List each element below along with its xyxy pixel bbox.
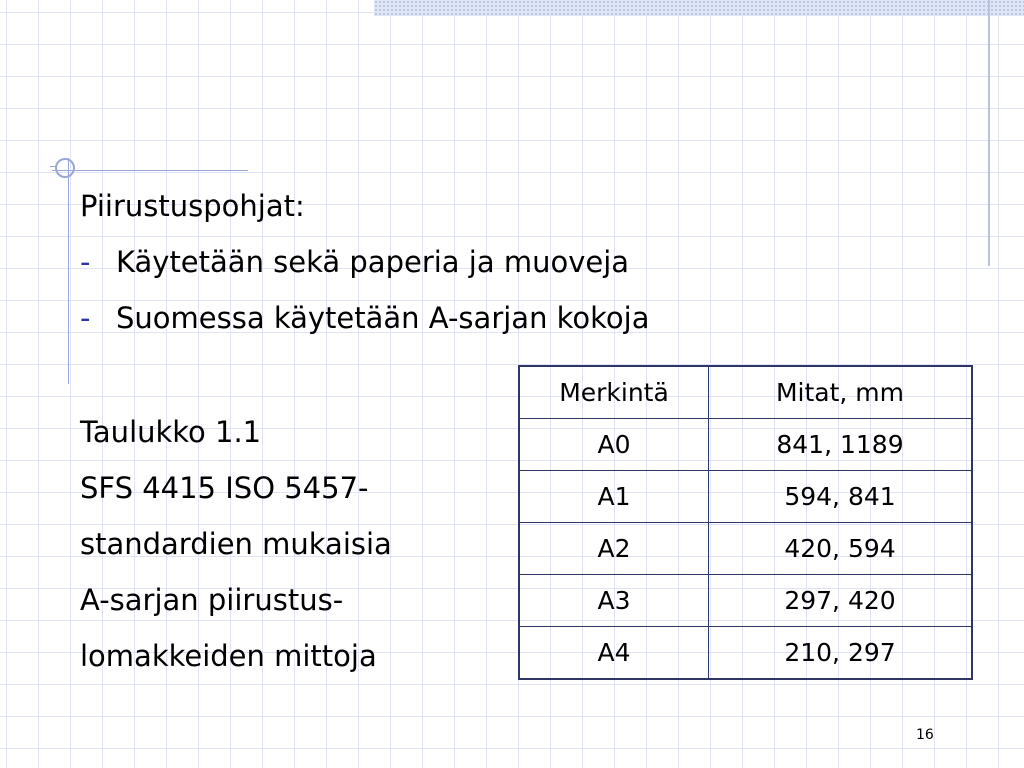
cell-size-code: A2 <box>519 523 709 575</box>
cell-size-code: A4 <box>519 627 709 680</box>
table-caption <box>80 404 392 684</box>
caption-line: standardien mukaisia <box>80 527 392 561</box>
paper-size-table <box>518 365 973 680</box>
decorative-top-band <box>374 0 1024 16</box>
table-row <box>519 419 972 471</box>
cell-size-code: A0 <box>519 419 709 471</box>
table-row <box>519 627 972 680</box>
circle-ornament-icon <box>55 158 75 178</box>
cell-dimensions: 841, 1189 <box>709 419 973 471</box>
cell-dimensions: 420, 594 <box>709 523 973 575</box>
bullets-title: Piirustuspohjat: <box>80 189 305 223</box>
cell-dimensions: 594, 841 <box>709 471 973 523</box>
dash-bullet-icon: - <box>80 245 91 279</box>
page-number: 16 <box>916 727 934 743</box>
caption-line: SFS 4415 ISO 5457- <box>80 471 369 505</box>
table-row <box>519 471 972 523</box>
cell-size-code: A1 <box>519 471 709 523</box>
table-row <box>519 523 972 575</box>
bullet-text: Suomessa käytetään A-sarjan kokoja <box>116 301 650 335</box>
ornament-tick <box>50 166 56 167</box>
header-merkinta: Merkintä <box>519 366 709 419</box>
caption-line: lomakkeiden mittoja <box>80 639 377 673</box>
decorative-title-rule <box>52 170 248 171</box>
cell-size-code: A3 <box>519 575 709 627</box>
bullet-text: Käytetään sekä paperia ja muoveja <box>116 245 630 279</box>
bullet-item <box>80 234 780 290</box>
caption-line: A-sarjan piirustus- <box>80 583 344 617</box>
header-mitat: Mitat, mm <box>709 366 973 419</box>
dash-bullet-icon: - <box>80 301 91 335</box>
table-header-row <box>519 366 972 419</box>
bullet-item <box>80 290 780 346</box>
decorative-right-rule <box>988 0 990 266</box>
caption-line: Taulukko 1.1 <box>80 415 262 449</box>
cell-dimensions: 210, 297 <box>709 627 973 680</box>
cell-dimensions: 297, 420 <box>709 575 973 627</box>
slide-body <box>80 178 780 346</box>
table-row <box>519 575 972 627</box>
decorative-left-rule <box>68 158 69 384</box>
